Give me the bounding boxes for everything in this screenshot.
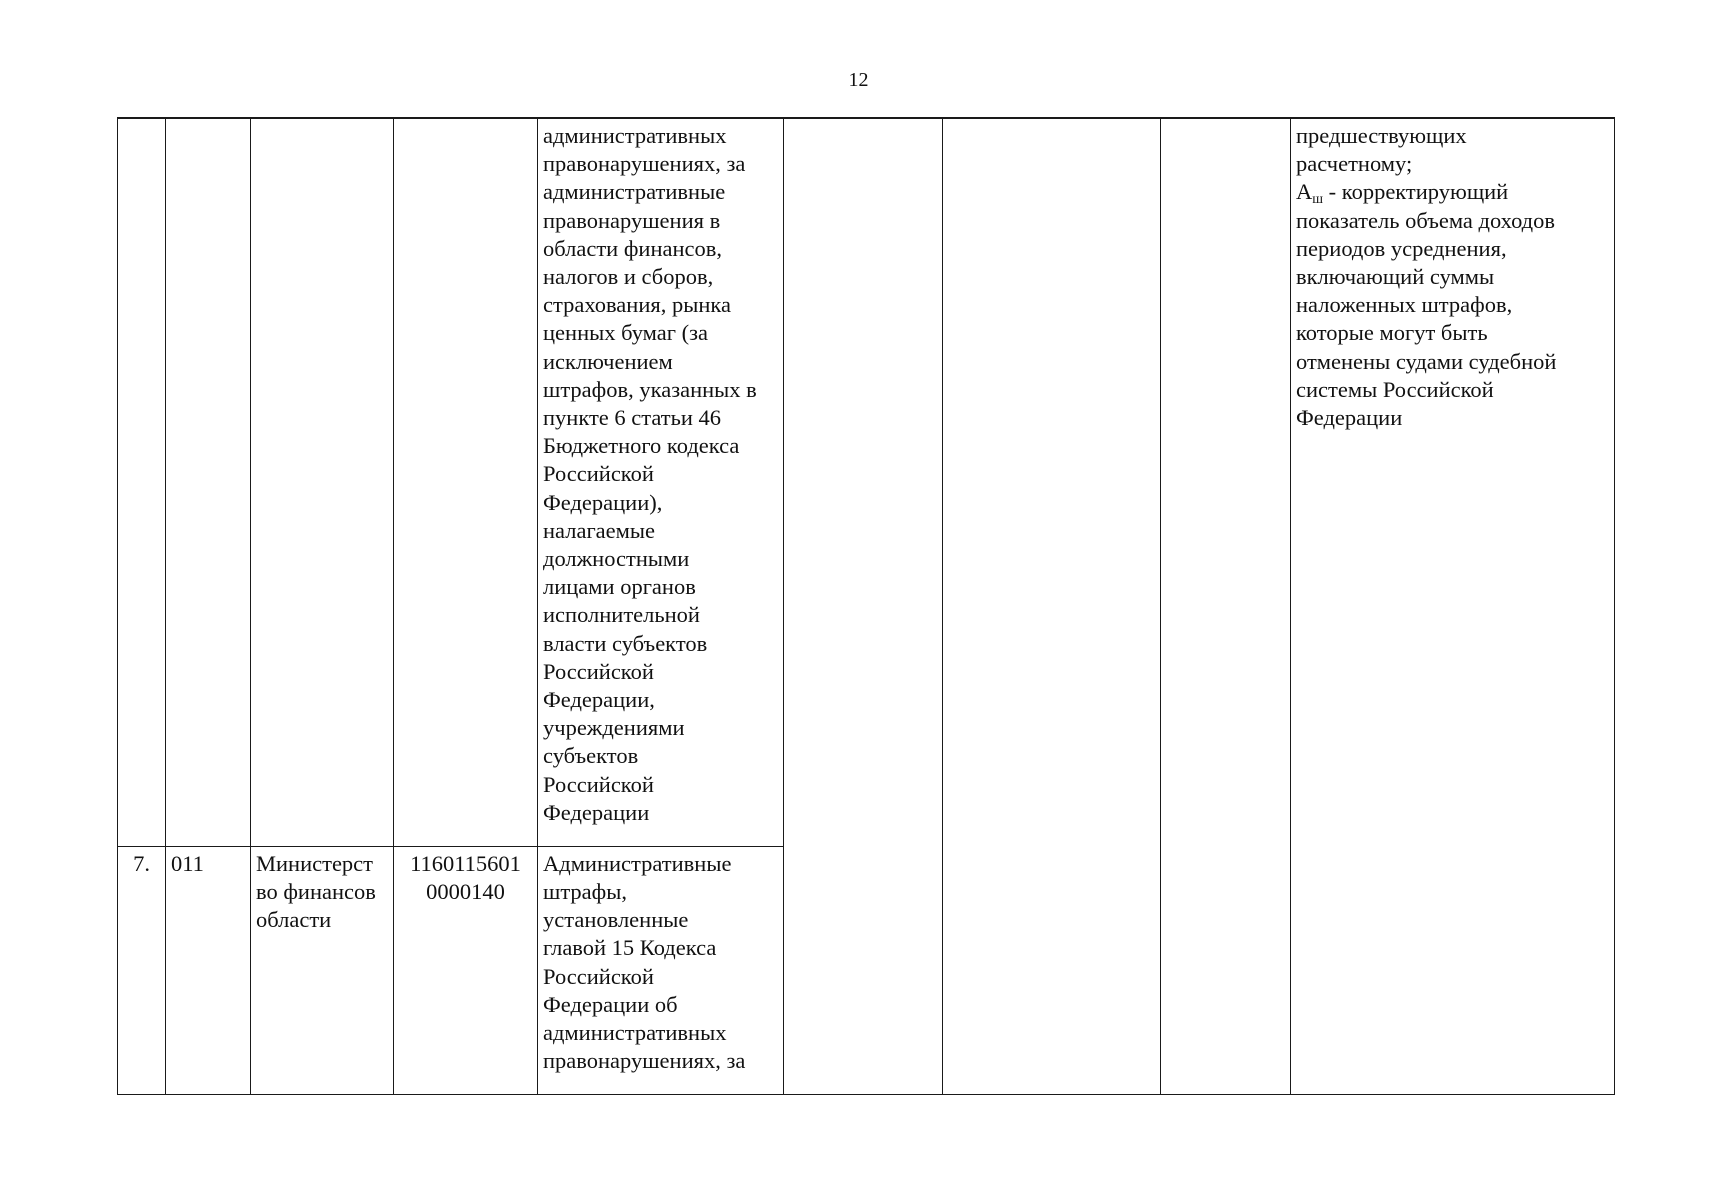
cell-description [538,118,784,846]
cell-number: 7. [118,846,166,1094]
description-text: Административные штрафы, установленные главой 15 Кодекса Российской Федерации об административных правонарушениях, за [543,850,746,1074]
administrator-text: Министерст во финансов области [256,850,376,933]
cell-number [118,118,166,846]
description-text: административных правонарушениях, за административные правонарушения в области финансов, налогов и сборов, страхования, рынка ценных бумаг (за исключением штрафов, указанных в пункте 6 статьи 46 Бюджетного кодекса Российской Федерации), налагаемые должностными лицами органов исполнительной власти субъектов Российской Федерации, учреждениями субъектов Российской Федерации [543,123,757,825]
cell-empty-col6 [784,118,943,1095]
cell-empty-col7 [943,118,1161,1095]
formula-symbol-line: $А_ш$ - корректирующий [1296,179,1509,208]
cell-code: 011 [166,846,251,1094]
cell-administrator [251,846,394,1094]
cell-description [538,846,784,1094]
cell-administrator [251,118,394,846]
calculation-method-text: предшествующих расчетному; $А_ш$ - корректирующий показатель объема доходов периодов усреднения, включающий суммы наложенных штрафов, которые могут быть отменены судами судебной системы Российской Федерации [1296,122,1609,432]
table-row-continued [118,118,1615,846]
cell-empty-col8 [1161,118,1291,1095]
revenue-table [117,117,1615,1095]
cell-kbk [394,118,538,846]
kbk-text: 1160115601 0000140 [410,850,521,904]
cell-kbk [394,846,538,1094]
cell-code [166,118,251,846]
page-number: 12 [848,69,869,91]
cell-calculation-method [1291,118,1615,1095]
